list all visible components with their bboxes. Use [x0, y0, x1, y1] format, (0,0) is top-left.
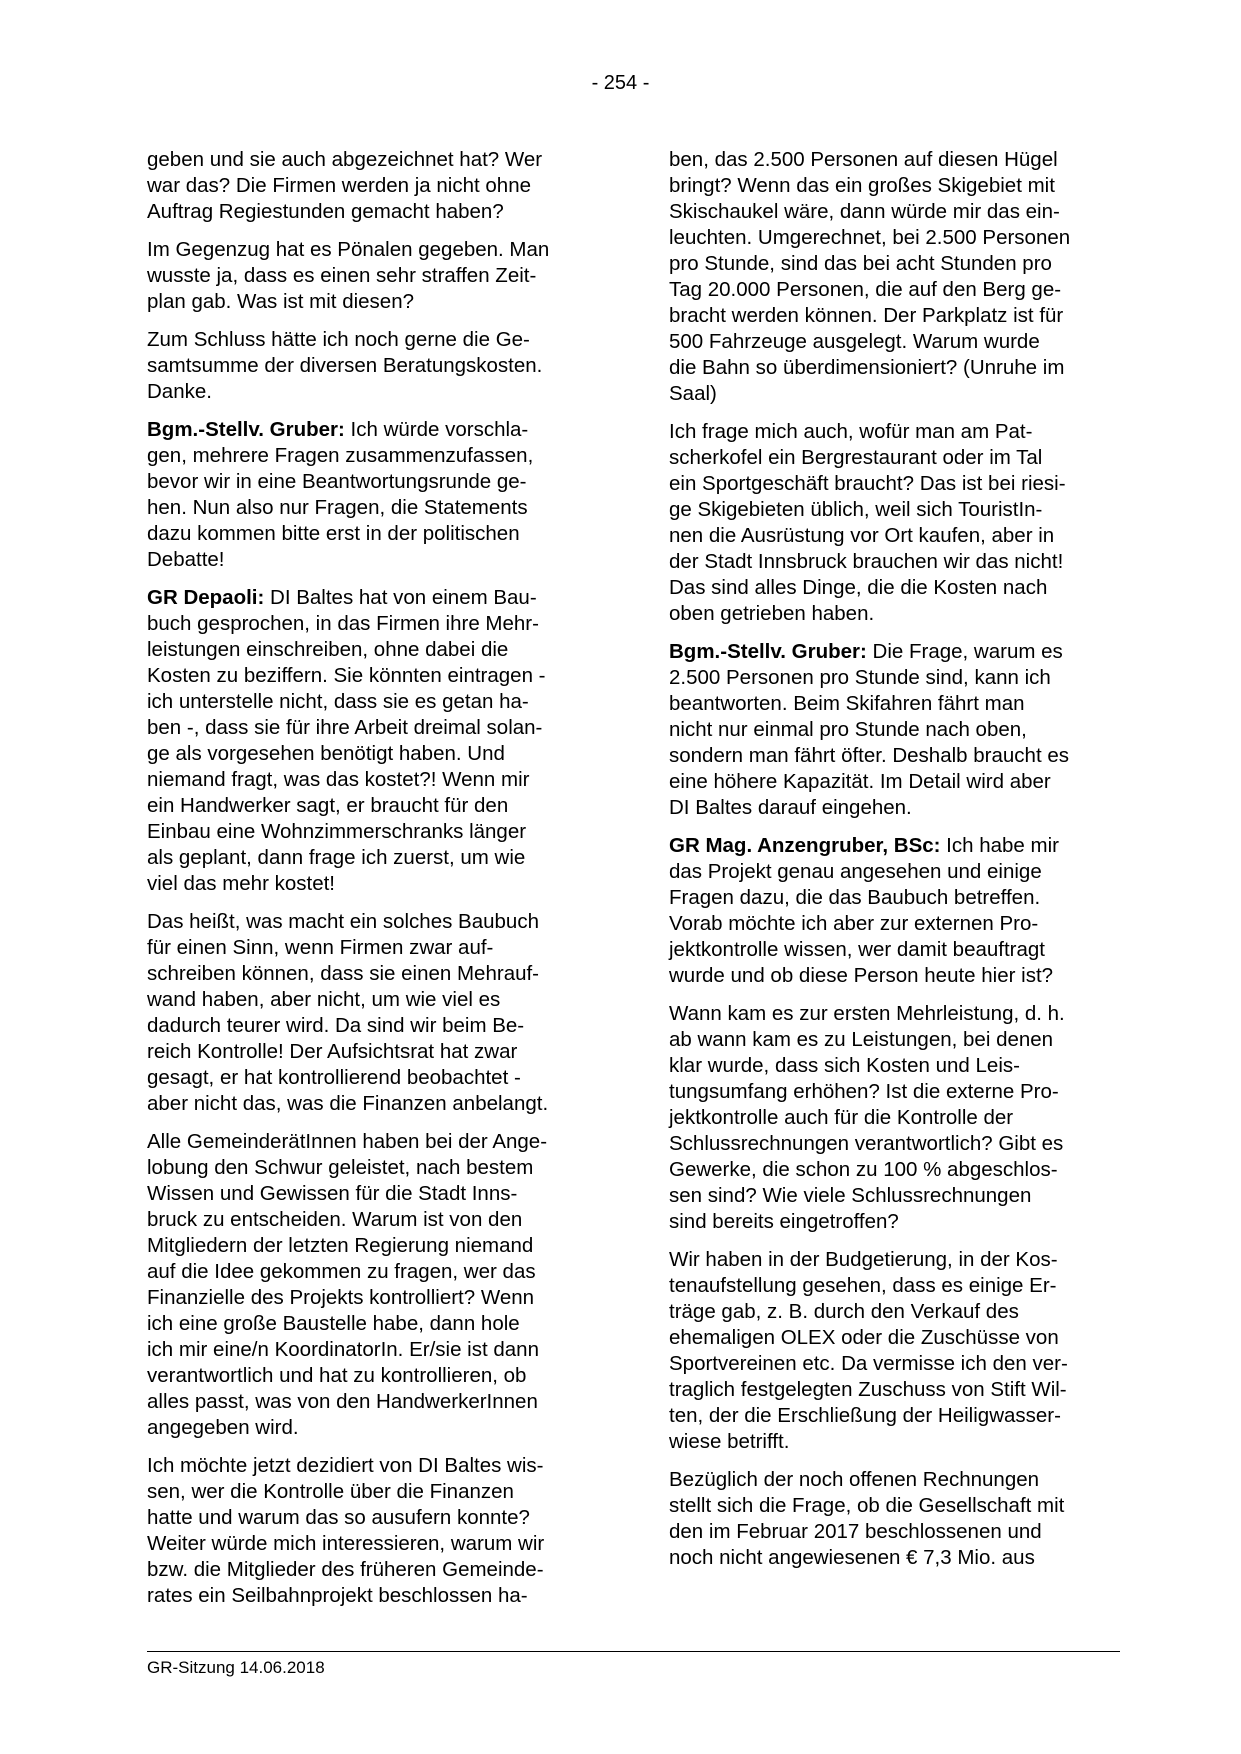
speaker-name: GR Depaoli:: [147, 586, 265, 609]
paragraph-line: Sportvereinen etc. Da vermisse ich den ver-: [669, 1352, 1068, 1375]
paragraph-line: Finanzielle des Projekts kontrolliert? Wenn: [147, 1286, 535, 1309]
paragraph-line: [147, 417, 597, 443]
paragraph-line: nen die Ausrüstung vor Ort kaufen, aber in: [669, 524, 1055, 547]
paragraph-line: wusste ja, dass es einen sehr straffen Zeit-: [147, 264, 537, 287]
paragraph-line: ich unterstelle nicht, dass sie es getan ha-: [147, 690, 529, 713]
paragraph-line: ich mir eine/n KoordinatorIn. Er/sie ist dann: [147, 1338, 539, 1361]
paragraph-line: für einen Sinn, wenn Firmen zwar auf-: [147, 936, 494, 959]
text-paragraph: [669, 147, 1119, 407]
paragraph-line: Gewerke, die schon zu 100 % abgeschlos-: [669, 1158, 1058, 1181]
paragraph-line: hatte und warum das so ausufern konnte?: [147, 1506, 530, 1529]
paragraph-line: DI Baltes darauf eingehen.: [669, 796, 912, 819]
paragraph-line: tenaufstellung gesehen, dass es einige Er-: [669, 1274, 1057, 1297]
paragraph-line: leuchten. Umgerechnet, bei 2.500 Personen: [669, 226, 1071, 249]
paragraph-line: niemand fragt, was das kostet?! Wenn mir: [147, 768, 530, 791]
speech-paragraph: [147, 417, 597, 573]
paragraph-line: Ich frage mich auch, wofür man am Pat-: [669, 420, 1033, 443]
speech-paragraph: [669, 833, 1119, 989]
paragraph-line: Schlussrechnungen verantwortlich? Gibt es: [669, 1132, 1064, 1155]
paragraph-line: Tag 20.000 Personen, die auf den Berg ge-: [669, 278, 1062, 301]
paragraph-line: Vorab möchte ich aber zur externen Pro-: [669, 912, 1039, 935]
paragraph-line: wiese betrifft.: [669, 1430, 790, 1453]
paragraph-line: das Projekt genau angesehen und einige: [669, 860, 1042, 883]
paragraph-line: Fragen dazu, die das Baubuch betreffen.: [669, 886, 1041, 909]
paragraph-line: noch nicht angewiesenen € 7,3 Mio. aus: [669, 1546, 1035, 1569]
paragraph-line: oben getrieben haben.: [669, 602, 875, 625]
paragraph-line: bruck zu entscheiden. Warum ist von den: [147, 1208, 523, 1231]
paragraph-line: stellt sich die Frage, ob die Gesellschaft mit: [669, 1494, 1065, 1517]
paragraph-line: Einbau eine Wohnzimmerschranks länger: [147, 820, 527, 843]
paragraph-line: geben und sie auch abgezeichnet hat? Wer: [147, 148, 543, 171]
speech-text: DI Baltes hat von einem Bau-: [264, 586, 537, 609]
paragraph-line: Wir haben in der Budgetierung, in der Kos-: [669, 1248, 1058, 1271]
text-paragraph: [147, 1129, 597, 1441]
page-number: - 254 -: [591, 72, 650, 94]
paragraph-line: [669, 639, 1119, 665]
text-paragraph: [147, 1453, 597, 1609]
paragraph-line: aber nicht das, was die Finanzen anbelangt.: [147, 1092, 549, 1115]
paragraph-line: [669, 833, 1119, 859]
paragraph-line: gesagt, er hat kontrollierend beobachtet -: [147, 1066, 521, 1089]
text-paragraph: [669, 1247, 1119, 1455]
text-paragraph: [147, 909, 597, 1117]
left-column: [147, 147, 597, 1621]
paragraph-line: bzw. die Mitglieder des früheren Gemeinde-: [147, 1558, 544, 1581]
paragraph-line: dazu kommen bitte erst in der politischen: [147, 522, 520, 545]
paragraph-line: Skischaukel wäre, dann würde mir das ein-: [669, 200, 1060, 223]
text-paragraph: [147, 147, 597, 225]
paragraph-line: nicht nur einmal pro Stunde nach oben,: [669, 718, 1027, 741]
paragraph-line: jektkontrolle wissen, wer damit beauftragt: [669, 938, 1046, 961]
paragraph-line: ich eine große Baustelle habe, dann hole: [147, 1312, 520, 1335]
right-column: [669, 147, 1119, 1583]
speaker-name: Bgm.-Stellv. Gruber:: [147, 418, 345, 441]
paragraph-line: ehemaligen OLEX oder die Zuschüsse von: [669, 1326, 1059, 1349]
text-paragraph: [669, 1001, 1119, 1235]
speech-paragraph: [669, 639, 1119, 821]
paragraph-line: wurde und ob diese Person heute hier ist?: [669, 964, 1054, 987]
paragraph-line: ben -, dass sie für ihre Arbeit dreimal solan-: [147, 716, 543, 739]
paragraph-line: war das? Die Firmen werden ja nicht ohne: [147, 174, 531, 197]
paragraph-line: alles passt, was von den HandwerkerInnen: [147, 1390, 538, 1413]
speech-text: Ich würde vorschla-: [344, 418, 529, 441]
footer-session-date: GR-Sitzung 14.06.2018: [147, 1658, 325, 1677]
paragraph-line: ge als vorgesehen benötigt haben. Und: [147, 742, 505, 765]
paragraph-line: samtsumme der diversen Beratungskosten.: [147, 354, 543, 377]
paragraph-line: ein Handwerker sagt, er braucht für den: [147, 794, 509, 817]
paragraph-line: angegeben wird.: [147, 1416, 299, 1439]
paragraph-line: Kosten zu beziffern. Sie könnten eintragen -: [147, 664, 546, 687]
speaker-name: GR Mag. Anzengruber, BSc:: [669, 834, 941, 857]
paragraph-line: rates ein Seilbahnprojekt beschlossen ha-: [147, 1584, 528, 1607]
paragraph-line: ten, der die Erschließung der Heiligwasser-: [669, 1404, 1061, 1427]
paragraph-line: sind bereits eingetroffen?: [669, 1210, 899, 1233]
paragraph-line: viel das mehr kostet!: [147, 872, 335, 895]
paragraph-line: der Stadt Innsbruck brauchen wir das nicht!: [669, 550, 1064, 573]
paragraph-line: [147, 585, 597, 611]
paragraph-line: den im Februar 2017 beschlossenen und: [669, 1520, 1042, 1543]
paragraph-line: beantworten. Beim Skifahren fährt man: [669, 692, 1025, 715]
paragraph-line: hen. Nun also nur Fragen, die Statements: [147, 496, 528, 519]
paragraph-line: ge Skigebieten üblich, weil sich TouristIn-: [669, 498, 1043, 521]
paragraph-line: als geplant, dann frage ich zuerst, um wie: [147, 846, 526, 869]
paragraph-line: Mitgliedern der letzten Regierung niemand: [147, 1234, 534, 1257]
paragraph-line: auf die Idee gekommen zu fragen, wer das: [147, 1260, 536, 1283]
paragraph-line: schreiben können, dass sie einen Mehrauf-: [147, 962, 540, 985]
paragraph-line: wand haben, aber nicht, um wie viel es: [147, 988, 501, 1011]
paragraph-line: eine höhere Kapazität. Im Detail wird aber: [669, 770, 1051, 793]
text-paragraph: [669, 1467, 1119, 1571]
paragraph-line: Debatte!: [147, 548, 225, 571]
paragraph-line: Im Gegenzug hat es Pönalen gegeben. Man: [147, 238, 550, 261]
paragraph-line: jektkontrolle auch für die Kontrolle der: [669, 1106, 1014, 1129]
paragraph-line: ben, das 2.500 Personen auf diesen Hügel: [669, 148, 1058, 171]
paragraph-line: ein Sportgeschäft braucht? Das ist bei riesi-: [669, 472, 1066, 495]
paragraph-line: Auftrag Regiestunden gemacht haben?: [147, 200, 504, 223]
paragraph-line: 2.500 Personen pro Stunde sind, kann ich: [669, 666, 1051, 689]
paragraph-line: gen, mehrere Fragen zusammenzufassen,: [147, 444, 534, 467]
paragraph-line: verantwortlich und hat zu kontrollieren, ob: [147, 1364, 527, 1387]
speaker-name: Bgm.-Stellv. Gruber:: [669, 640, 867, 663]
paragraph-line: buch gesprochen, in das Firmen ihre Mehr-: [147, 612, 539, 635]
paragraph-line: träge gab, z. B. durch den Verkauf des: [669, 1300, 1019, 1323]
paragraph-line: tungsumfang erhöhen? Ist die externe Pro-: [669, 1080, 1059, 1103]
paragraph-line: Wissen und Gewissen für die Stadt Inns-: [147, 1182, 518, 1205]
footer-divider: [147, 1651, 1120, 1652]
paragraph-line: Danke.: [147, 380, 212, 403]
text-paragraph: [147, 237, 597, 315]
paragraph-line: Wann kam es zur ersten Mehrleistung, d. h.: [669, 1002, 1065, 1025]
speech-text: Ich habe mir: [940, 834, 1059, 857]
paragraph-line: reich Kontrolle! Der Aufsichtsrat hat zwar: [147, 1040, 518, 1063]
text-paragraph: [669, 419, 1119, 627]
paragraph-line: scherkofel ein Bergrestaurant oder im Tal: [669, 446, 1043, 469]
paragraph-line: Saal): [669, 382, 717, 405]
paragraph-line: lobung den Schwur geleistet, nach bestem: [147, 1156, 534, 1179]
paragraph-line: Bezüglich der noch offenen Rechnungen: [669, 1468, 1040, 1491]
paragraph-line: sen, wer die Kontrolle über die Finanzen: [147, 1480, 514, 1503]
speech-text: Die Frage, warum es: [866, 640, 1063, 663]
paragraph-line: Weiter würde mich interessieren, warum wir: [147, 1532, 545, 1555]
paragraph-line: pro Stunde, sind das bei acht Stunden pro: [669, 252, 1052, 275]
paragraph-line: klar wurde, dass sich Kosten und Leis-: [669, 1054, 1020, 1077]
paragraph-line: bevor wir in eine Beantwortungsrunde ge-: [147, 470, 527, 493]
paragraph-line: 500 Fahrzeuge ausgelegt. Warum wurde: [669, 330, 1040, 353]
paragraph-line: Das heißt, was macht ein solches Baubuch: [147, 910, 539, 933]
paragraph-line: bracht werden können. Der Parkplatz ist für: [669, 304, 1064, 327]
paragraph-line: die Bahn so überdimensioniert? (Unruhe im: [669, 356, 1065, 379]
paragraph-line: Das sind alles Dinge, die die Kosten nach: [669, 576, 1048, 599]
speech-paragraph: [147, 585, 597, 897]
paragraph-line: sondern man fährt öfter. Deshalb braucht es: [669, 744, 1069, 767]
paragraph-line: ab wann kam es zu Leistungen, bei denen: [669, 1028, 1054, 1051]
paragraph-line: traglich festgelegten Zuschuss von Stift Wil-: [669, 1378, 1067, 1401]
paragraph-line: sen sind? Wie viele Schlussrechnungen: [669, 1184, 1032, 1207]
paragraph-line: Ich möchte jetzt dezidiert von DI Baltes wis-: [147, 1454, 544, 1477]
paragraph-line: Alle GemeinderätInnen haben bei der Ange-: [147, 1130, 548, 1153]
paragraph-line: plan gab. Was ist mit diesen?: [147, 290, 415, 313]
paragraph-line: leistungen einschreiben, ohne dabei die: [147, 638, 509, 661]
paragraph-line: Zum Schluss hätte ich noch gerne die Ge-: [147, 328, 530, 351]
text-paragraph: [147, 327, 597, 405]
paragraph-line: dadurch teurer wird. Da sind wir beim Be-: [147, 1014, 525, 1037]
paragraph-line: bringt? Wenn das ein großes Skigebiet mit: [669, 174, 1055, 197]
